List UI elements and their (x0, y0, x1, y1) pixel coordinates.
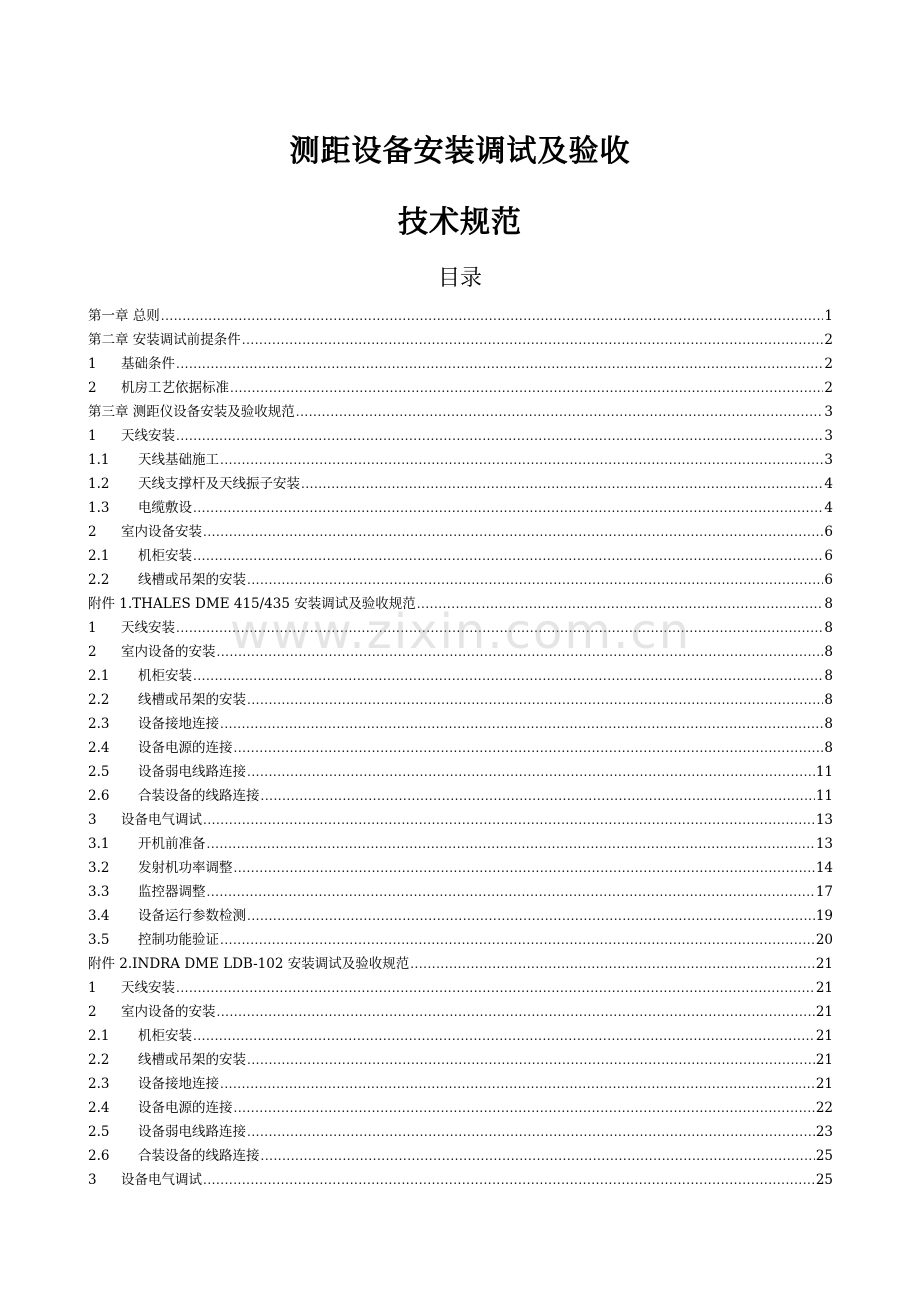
toc-entry[interactable] (88, 1146, 833, 1170)
toc-entry[interactable] (88, 978, 833, 1002)
toc-entry[interactable] (88, 594, 833, 618)
toc-entry-page: 20 (815, 932, 833, 948)
table-of-contents (88, 306, 833, 1194)
toc-entry[interactable] (88, 450, 833, 474)
toc-dot-leader (247, 1122, 815, 1142)
toc-entry-number: 1 (88, 356, 97, 372)
toc-dot-leader (220, 930, 815, 950)
toc-entry-page: 1 (824, 308, 833, 324)
toc-dot-leader (261, 786, 815, 806)
toc-entry-number: 1.2 (88, 476, 110, 492)
toc-entry-title: 室内设备安装 (121, 524, 202, 540)
toc-entry-number: 2.5 (88, 764, 110, 780)
toc-entry-number: 1.1 (88, 452, 110, 468)
toc-entry-number: 1 (88, 980, 97, 996)
toc-entry-number: 2.2 (88, 572, 110, 588)
toc-dot-leader (207, 882, 815, 902)
toc-entry[interactable] (88, 714, 833, 738)
toc-entry[interactable] (88, 354, 833, 378)
toc-entry-page: 13 (815, 836, 833, 852)
toc-entry[interactable] (88, 306, 833, 330)
toc-entry-number: 2.4 (88, 1100, 110, 1116)
toc-entry-number: 3.4 (88, 908, 110, 924)
toc-entry-page: 8 (824, 620, 833, 636)
toc-entry-title: 设备电源的连接 (138, 740, 233, 756)
toc-entry-page: 25 (815, 1148, 833, 1164)
toc-entry[interactable] (88, 954, 833, 978)
toc-entry-title: 合装设备的线路连接 (138, 788, 260, 804)
toc-entry-title: 电缆敷设 (138, 500, 192, 516)
toc-entry-title: 控制功能验证 (138, 932, 219, 948)
toc-entry-title: 室内设备的安装 (121, 1004, 216, 1020)
toc-dot-leader (247, 906, 815, 926)
toc-entry-title: 发射机功率调整 (138, 860, 233, 876)
toc-dot-leader (301, 474, 823, 494)
toc-entry-number: 2.2 (88, 692, 110, 708)
toc-entry[interactable] (88, 570, 833, 594)
toc-entry-title: 设备运行参数检测 (138, 908, 246, 924)
toc-entry-number: 2 (88, 644, 97, 660)
toc-entry[interactable] (88, 1002, 833, 1026)
toc-entry[interactable] (88, 330, 833, 354)
toc-dot-leader (176, 426, 823, 446)
toc-entry-number: 3.3 (88, 884, 110, 900)
toc-entry[interactable] (88, 762, 833, 786)
toc-entry-number: 2.5 (88, 1124, 110, 1140)
toc-entry-title: 天线基础施工 (138, 452, 219, 468)
toc-entry[interactable] (88, 1050, 833, 1074)
toc-entry-title: 设备接地连接 (138, 716, 219, 732)
toc-entry-page: 17 (815, 884, 833, 900)
toc-dot-leader (234, 858, 815, 878)
toc-entry-page: 2 (824, 380, 833, 396)
toc-dot-leader (220, 1074, 815, 1094)
toc-entry[interactable] (88, 738, 833, 762)
toc-entry-number: 2 (88, 524, 97, 540)
toc-entry-page: 4 (824, 476, 833, 492)
toc-entry[interactable] (88, 906, 833, 930)
toc-entry[interactable] (88, 882, 833, 906)
toc-entry-page: 6 (824, 524, 833, 540)
toc-entry-title: 监控器调整 (138, 884, 206, 900)
toc-dot-leader (247, 762, 815, 782)
toc-dot-leader (417, 594, 824, 614)
toc-entry-page: 21 (815, 1076, 833, 1092)
toc-entry-title: 室内设备的安装 (121, 644, 216, 660)
toc-dot-leader (220, 714, 823, 734)
toc-dot-leader (207, 834, 815, 854)
toc-entry-title: 附件 2.INDRA DME LDB-102 安装调试及验收规范 (88, 956, 410, 972)
toc-dot-leader (203, 522, 823, 542)
toc-entry-title: 机房工艺依据标准 (121, 380, 229, 396)
toc-entry-page: 21 (815, 1004, 833, 1020)
toc-dot-leader (247, 570, 823, 590)
toc-entry-page: 21 (815, 1028, 833, 1044)
toc-dot-leader (220, 450, 823, 470)
toc-entry-page: 2 (824, 332, 833, 348)
toc-entry-page: 8 (824, 596, 833, 612)
toc-heading: 目录 (437, 266, 482, 291)
toc-entry-page: 11 (815, 788, 833, 804)
toc-entry-page: 8 (824, 692, 833, 708)
toc-entry[interactable] (88, 546, 833, 570)
toc-entry[interactable] (88, 642, 833, 666)
toc-entry-title: 天线安装 (121, 428, 175, 444)
toc-entry-page: 6 (824, 548, 833, 564)
toc-dot-leader (247, 1050, 815, 1070)
toc-dot-leader (217, 642, 824, 662)
toc-entry-number: 3.2 (88, 860, 110, 876)
toc-dot-leader (176, 618, 823, 638)
toc-entry-title: 开机前准备 (138, 836, 206, 852)
document-subtitle: 技术规范 (398, 205, 522, 240)
toc-entry-page: 3 (824, 452, 833, 468)
toc-entry[interactable] (88, 378, 833, 402)
toc-entry-page: 22 (815, 1100, 833, 1116)
toc-dot-leader (217, 1002, 815, 1022)
toc-entry-page: 23 (815, 1124, 833, 1140)
toc-entry[interactable] (88, 618, 833, 642)
toc-entry-number: 1 (88, 428, 97, 444)
toc-dot-leader (234, 738, 824, 758)
toc-entry-page: 11 (815, 764, 833, 780)
toc-entry-number: 2 (88, 380, 97, 396)
toc-entry[interactable] (88, 858, 833, 882)
toc-entry[interactable] (88, 1074, 833, 1098)
toc-entry[interactable] (88, 1170, 833, 1194)
toc-entry[interactable] (88, 1122, 833, 1146)
toc-entry[interactable] (88, 522, 833, 546)
toc-dot-leader (193, 546, 823, 566)
toc-entry-title: 附件 1.THALES DME 415/435 安装调试及验收规范 (88, 596, 416, 612)
toc-dot-leader (176, 978, 815, 998)
toc-entry[interactable] (88, 834, 833, 858)
toc-entry-page: 3 (824, 404, 833, 420)
toc-dot-leader (247, 690, 823, 710)
toc-entry-page: 21 (815, 980, 833, 996)
toc-entry-title: 设备电气调试 (121, 812, 202, 828)
toc-entry-title: 第二章 安装调试前提条件 (88, 332, 241, 348)
toc-entry-number: 2.1 (88, 1028, 110, 1044)
toc-dot-leader (193, 666, 823, 686)
toc-entry-number: 2.6 (88, 788, 110, 804)
toc-entry[interactable] (88, 930, 833, 954)
toc-entry-number: 1.3 (88, 500, 110, 516)
toc-entry-page: 8 (824, 740, 833, 756)
toc-entry-title: 设备电气调试 (121, 1172, 202, 1188)
toc-entry-number: 2.4 (88, 740, 110, 756)
toc-entry-page: 14 (815, 860, 833, 876)
toc-entry-number: 2.3 (88, 716, 110, 732)
toc-dot-leader (161, 306, 824, 326)
toc-dot-leader (203, 1170, 815, 1190)
document-title: 测距设备安装调试及验收 (289, 134, 631, 169)
toc-entry-number: 2.2 (88, 1052, 110, 1068)
toc-entry-number: 3.5 (88, 932, 110, 948)
toc-dot-leader (410, 954, 815, 974)
toc-entry-title: 设备弱电线路连接 (138, 764, 246, 780)
toc-entry-number: 1 (88, 620, 97, 636)
toc-entry-page: 3 (824, 428, 833, 444)
toc-dot-leader (234, 1098, 815, 1118)
toc-entry-number: 3.1 (88, 836, 110, 852)
toc-entry-title: 基础条件 (121, 356, 175, 372)
toc-entry-title: 线槽或吊架的安装 (138, 572, 246, 588)
toc-entry-title: 机柜安装 (138, 548, 192, 564)
toc-entry[interactable] (88, 666, 833, 690)
toc-entry-title: 机柜安装 (138, 668, 192, 684)
toc-dot-leader (261, 1146, 815, 1166)
toc-entry-title: 第三章 测距仪设备安装及验收规范 (88, 404, 295, 420)
toc-entry-title: 线槽或吊架的安装 (138, 692, 246, 708)
toc-entry[interactable] (88, 810, 833, 834)
toc-entry-page: 4 (824, 500, 833, 516)
toc-entry-page: 2 (824, 356, 833, 372)
toc-entry-title: 天线安装 (121, 980, 175, 996)
toc-dot-leader (230, 378, 823, 398)
toc-entry-title: 合装设备的线路连接 (138, 1148, 260, 1164)
toc-entry-title: 设备电源的连接 (138, 1100, 233, 1116)
toc-entry-title: 线槽或吊架的安装 (138, 1052, 246, 1068)
toc-entry-title: 设备接地连接 (138, 1076, 219, 1092)
toc-entry[interactable] (88, 786, 833, 810)
toc-dot-leader (296, 402, 824, 422)
toc-dot-leader (203, 810, 815, 830)
toc-entry[interactable] (88, 1098, 833, 1122)
toc-entry-title: 天线支撑杆及天线振子安装 (138, 476, 300, 492)
toc-entry-page: 25 (815, 1172, 833, 1188)
toc-entry-title: 天线安装 (121, 620, 175, 636)
toc-entry[interactable] (88, 402, 833, 426)
toc-entry-page: 21 (815, 1052, 833, 1068)
toc-dot-leader (242, 330, 824, 350)
toc-entry-number: 3 (88, 812, 97, 828)
toc-entry-page: 8 (824, 668, 833, 684)
toc-entry-page: 6 (824, 572, 833, 588)
toc-entry-title: 机柜安装 (138, 1028, 192, 1044)
toc-entry-page: 19 (815, 908, 833, 924)
toc-entry-number: 2.1 (88, 668, 110, 684)
toc-dot-leader (193, 498, 823, 518)
toc-dot-leader (193, 1026, 815, 1046)
toc-entry-title: 设备弱电线路连接 (138, 1124, 246, 1140)
toc-entry-page: 13 (815, 812, 833, 828)
toc-entry[interactable] (88, 426, 833, 450)
toc-entry[interactable] (88, 474, 833, 498)
toc-entry[interactable] (88, 498, 833, 522)
toc-entry-page: 8 (824, 644, 833, 660)
toc-entry-title: 第一章 总则 (88, 308, 160, 324)
toc-dot-leader (176, 354, 823, 374)
toc-entry-number: 2.3 (88, 1076, 110, 1092)
toc-entry-number: 2.6 (88, 1148, 110, 1164)
toc-entry-page: 8 (824, 716, 833, 732)
toc-entry-page: 21 (815, 956, 833, 972)
toc-entry-number: 3 (88, 1172, 97, 1188)
toc-entry[interactable] (88, 690, 833, 714)
toc-entry-number: 2 (88, 1004, 97, 1020)
toc-entry-number: 2.1 (88, 548, 110, 564)
toc-entry[interactable] (88, 1026, 833, 1050)
watermark: www.zixin.com.cn (230, 604, 692, 660)
